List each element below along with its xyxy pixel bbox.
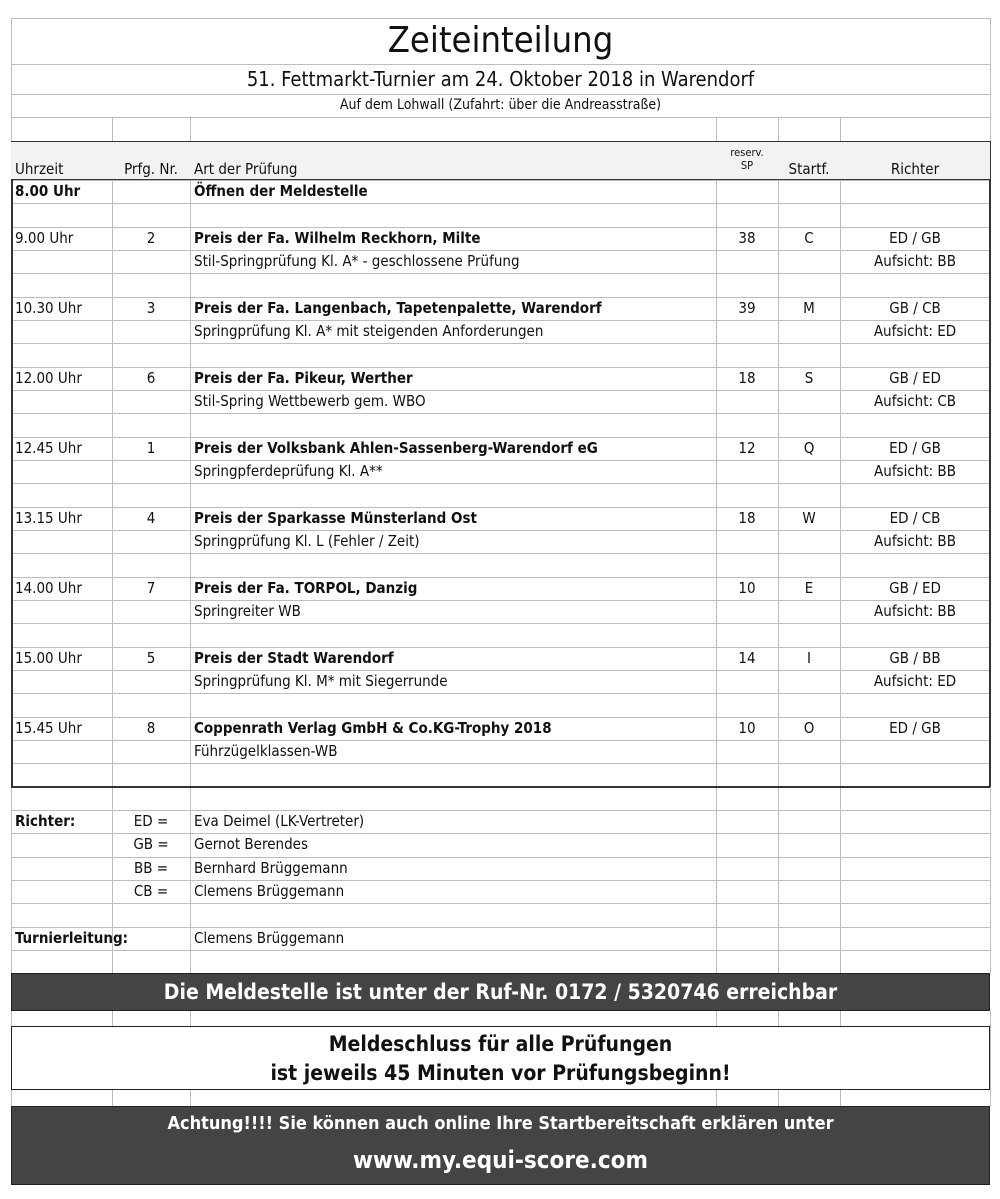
deadline-line2: ist jeweils 45 Minuten vor Prüfungsbeginn!: [270, 1061, 731, 1085]
event-order: C: [804, 229, 814, 247]
event-supervision: Aufsicht: ED: [873, 672, 957, 690]
phone-banner: Die Meldestelle ist unter der Ruf-Nr. 0172 / 5320746 erreichbar: [11, 973, 990, 1011]
event-judges: GB / CB: [889, 299, 941, 317]
event-title: Preis der Volksbank Ahlen-Sassenberg-Warendorf eG: [194, 439, 598, 457]
deadline-line1: Meldeschluss für alle Prüfungen: [328, 1032, 673, 1056]
event-number: 7: [146, 579, 156, 597]
grid-vline: [716, 1011, 717, 1026]
grid-vline: [190, 117, 191, 141]
judge-name: Clemens Brüggemann: [194, 882, 345, 900]
grid-vline: [112, 1011, 113, 1026]
header-number: Prfg. Nr.: [124, 160, 178, 178]
grid-vline: [112, 117, 113, 141]
grid-hline: [11, 927, 990, 928]
event-order: E: [804, 579, 814, 597]
event-subtitle: Springprüfung Kl. A* mit steigenden Anforderungen: [194, 322, 544, 340]
event-number: 3: [146, 299, 156, 317]
event-reserved: 12: [738, 439, 756, 457]
judge-code: ED =: [133, 812, 169, 830]
header-reserved-line2: SP: [740, 159, 754, 172]
event-judges: ED / GB: [889, 439, 941, 457]
event-title: Preis der Fa. Wilhelm Reckhorn, Milte: [194, 229, 481, 247]
event-time: 13.15 Uhr: [15, 509, 82, 527]
grid-vline: [190, 1090, 191, 1106]
event-address: Auf dem Lohwall (Zufahrt: über die Andreasstraße): [339, 97, 662, 113]
event-time: 15.45 Uhr: [15, 719, 82, 737]
judge-code: GB =: [133, 835, 169, 853]
grid-hline: [11, 740, 990, 741]
deadline-box: [11, 1026, 990, 1090]
event-reserved: 10: [738, 719, 756, 737]
event-time: 15.00 Uhr: [15, 649, 82, 667]
grid-hline: [11, 117, 990, 118]
judge-code: BB =: [133, 859, 169, 877]
event-subtitle: Springprüfung Kl. L (Fehler / Zeit): [194, 532, 420, 550]
judge-name: Gernot Berendes: [194, 835, 308, 853]
grid-vline: [990, 1011, 991, 1106]
grid-vline: [778, 1090, 779, 1106]
judge-name: Bernhard Brüggemann: [194, 859, 348, 877]
event-order: W: [802, 509, 816, 527]
event-reserved: 18: [738, 369, 756, 387]
grid-vline: [190, 1011, 191, 1026]
event-title: Preis der Fa. TORPOL, Danzig: [194, 579, 418, 597]
management-label: Turnierleitung:: [15, 929, 128, 947]
event-supervision: Aufsicht: BB: [874, 462, 956, 480]
grid-vline: [716, 117, 717, 141]
event-order: O: [803, 719, 815, 737]
grid-hline: [11, 483, 990, 484]
event-order: I: [807, 649, 811, 667]
event-subtitle: Springprüfung Kl. M* mit Siegerrunde: [194, 672, 448, 690]
event-title: Preis der Fa. Pikeur, Werther: [194, 369, 413, 387]
event-judges: ED / GB: [889, 229, 941, 247]
event-number: 1: [146, 439, 156, 457]
event-judges: GB / ED: [889, 369, 941, 387]
event-number: 4: [146, 509, 156, 527]
event-supervision: Aufsicht: CB: [873, 392, 957, 410]
grid-vline: [716, 1090, 717, 1106]
grid-hline: [11, 203, 990, 204]
event-title: Coppenrath Verlag GmbH & Co.KG-Trophy 2018: [194, 719, 552, 737]
grid-hline: [11, 903, 990, 904]
judges-label: Richter:: [15, 812, 76, 830]
online-url-link[interactable]: www.my.equi-score.com: [352, 1146, 649, 1174]
grid-hline: [11, 693, 990, 694]
grid-vline: [778, 117, 779, 141]
judge-name: Eva Deimel (LK-Vertreter): [194, 812, 365, 830]
event-subtitle: 51. Fettmarkt-Turnier am 24. Oktober 2018 in Warendorf: [246, 67, 755, 91]
event-number: 2: [146, 229, 156, 247]
event-title: Preis der Stadt Warendorf: [194, 649, 394, 667]
grid-vline: [840, 117, 841, 141]
event-time: 9.00 Uhr: [15, 229, 74, 247]
grid-hline: [11, 950, 990, 951]
grid-vline: [190, 180, 191, 973]
event-order: M: [803, 299, 815, 317]
grid-hline: [11, 343, 990, 344]
event-time: 12.00 Uhr: [15, 369, 82, 387]
header-order: Startf.: [788, 160, 830, 178]
header-reserved: [716, 146, 778, 172]
event-supervision: Aufsicht: BB: [874, 602, 956, 620]
event-reserved: 14: [738, 649, 756, 667]
event-supervision: Aufsicht: BB: [874, 252, 956, 270]
event-supervision: Aufsicht: BB: [874, 532, 956, 550]
opening-title: Öffnen der Meldestelle: [194, 182, 368, 200]
header-time: Uhrzeit: [15, 160, 64, 178]
grid-vline: [840, 1090, 841, 1106]
event-subtitle: Führzügelklassen-WB: [194, 742, 338, 760]
grid-hline: [11, 553, 990, 554]
judge-code: CB =: [133, 882, 169, 900]
grid-hline: [11, 273, 990, 274]
page-title: Zeiteinteilung: [387, 20, 614, 61]
event-subtitle: Stil-Spring Wettbewerb gem. WBO: [194, 392, 426, 410]
event-reserved: 38: [738, 229, 756, 247]
event-reserved: 18: [738, 509, 756, 527]
event-order: Q: [803, 439, 815, 457]
event-title: Preis der Sparkasse Münsterland Ost: [194, 509, 477, 527]
grid-vline: [112, 1090, 113, 1106]
opening-time: 8.00 Uhr: [15, 182, 81, 200]
event-judges: GB / ED: [889, 579, 941, 597]
event-time: 10.30 Uhr: [15, 299, 82, 317]
table-left-border: [11, 141, 13, 787]
event-title: Preis der Fa. Langenbach, Tapetenpalette, Warendorf: [194, 299, 602, 317]
event-time: 14.00 Uhr: [15, 579, 82, 597]
management-name: Clemens Brüggemann: [194, 929, 345, 947]
event-time: 12.45 Uhr: [15, 439, 82, 457]
online-banner: [11, 1106, 990, 1185]
grid-hline: [11, 763, 990, 764]
event-reserved: 10: [738, 579, 756, 597]
grid-vline: [840, 1011, 841, 1026]
event-subtitle: Springreiter WB: [194, 602, 301, 620]
event-order: S: [804, 369, 814, 387]
event-judges: GB / BB: [889, 649, 941, 667]
event-number: 5: [146, 649, 156, 667]
grid-hline: [11, 623, 990, 624]
event-number: 6: [146, 369, 156, 387]
event-judges: ED / GB: [889, 719, 941, 737]
grid-hline: [11, 413, 990, 414]
table-bottom-border: [11, 786, 990, 788]
event-reserved: 39: [738, 299, 756, 317]
grid-vline: [778, 1011, 779, 1026]
event-number: 8: [146, 719, 156, 737]
event-supervision: Aufsicht: ED: [873, 322, 957, 340]
header-type: Art der Prüfung: [194, 160, 298, 178]
event-subtitle: Springpferdeprüfung Kl. A**: [194, 462, 383, 480]
header-reserved-line1: reserv.: [730, 146, 764, 159]
header-judges: Richter: [890, 160, 940, 178]
online-notice: Achtung!!!! Sie können auch online Ihre Startbereitschaft erklären unter: [167, 1113, 834, 1134]
grid-hline: [11, 180, 990, 181]
event-subtitle: Stil-Springprüfung Kl. A* - geschlossene Prüfung: [194, 252, 520, 270]
event-judges: ED / CB: [889, 509, 941, 527]
